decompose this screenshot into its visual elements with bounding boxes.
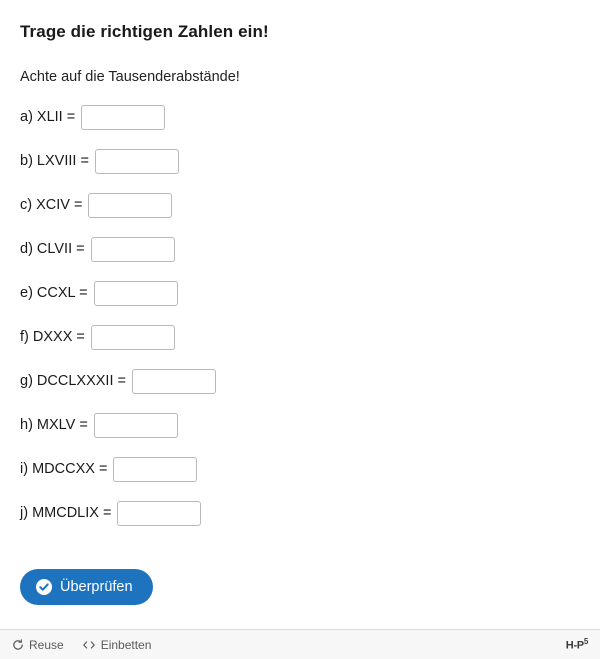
answer-input-b[interactable] <box>95 149 179 174</box>
embed-label: Einbetten <box>100 637 152 652</box>
h5p-logo[interactable] <box>566 637 588 652</box>
reuse-label: Reuse <box>29 637 64 652</box>
task-list <box>20 103 580 527</box>
task-label-f: f) DXXX = <box>20 329 85 345</box>
task-label-i: i) MDCCXX = <box>20 461 108 477</box>
task-label-d: d) CLVII = <box>20 241 85 257</box>
answer-input-f[interactable] <box>91 325 175 350</box>
task-row <box>20 103 580 131</box>
check-circle-icon <box>36 579 52 595</box>
task-row <box>20 367 580 395</box>
task-row <box>20 191 580 219</box>
task-label-g: g) DCCLXXXII = <box>20 373 126 389</box>
answer-input-a[interactable] <box>81 105 165 130</box>
check-button[interactable] <box>20 569 153 605</box>
check-button-label: Überprüfen <box>60 579 133 595</box>
answer-input-g[interactable] <box>132 369 216 394</box>
task-row <box>20 323 580 351</box>
answer-input-c[interactable] <box>88 193 172 218</box>
answer-input-d[interactable] <box>91 237 175 262</box>
answer-input-h[interactable] <box>94 413 178 438</box>
task-label-b: b) LXVIII = <box>20 153 89 169</box>
task-label-c: c) XCIV = <box>20 197 83 213</box>
footer-bar <box>0 629 600 659</box>
page-subtitle: Achte auf die Tausenderabstände! <box>20 69 240 85</box>
answer-input-i[interactable] <box>113 457 197 482</box>
h5p-logo-sup: 5 <box>583 637 588 647</box>
task-row <box>20 235 580 263</box>
code-icon <box>82 639 96 651</box>
task-row <box>20 499 580 527</box>
action-bar <box>20 569 580 605</box>
h5p-logo-text: H-P <box>565 639 584 652</box>
answer-input-j[interactable] <box>117 501 201 526</box>
task-label-h: h) MXLV = <box>20 417 88 433</box>
task-row <box>20 411 580 439</box>
reuse-button[interactable] <box>12 638 64 652</box>
page-title: Trage die richtigen Zahlen ein! <box>20 22 269 41</box>
task-row <box>20 147 580 175</box>
task-row <box>20 279 580 307</box>
task-label-a: a) XLII = <box>20 109 76 125</box>
reuse-icon <box>12 639 24 651</box>
answer-input-e[interactable] <box>94 281 178 306</box>
task-label-j: j) MMCDLIX = <box>20 505 112 521</box>
task-label-e: e) CCXL = <box>20 285 88 301</box>
embed-button[interactable] <box>82 638 152 652</box>
task-row <box>20 455 580 483</box>
